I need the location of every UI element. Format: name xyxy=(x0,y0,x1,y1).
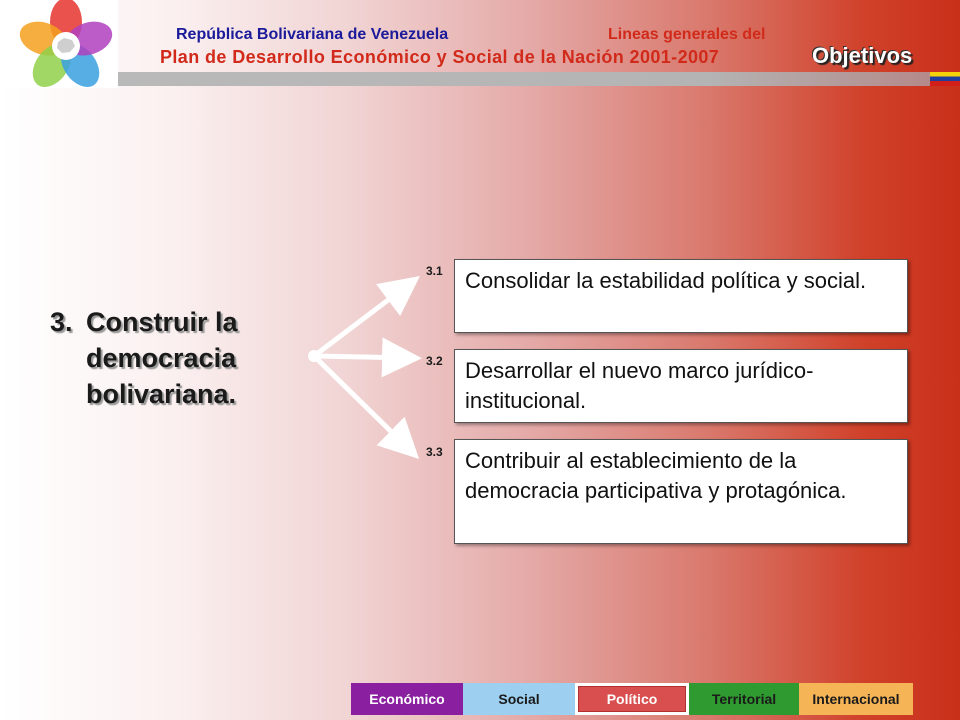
flag-stripe xyxy=(930,72,960,86)
nav-tab-politico[interactable] xyxy=(575,683,689,715)
branch-line-3-2 xyxy=(314,356,412,358)
nav-tab-label: Territorial xyxy=(711,691,777,707)
logo xyxy=(0,0,118,88)
section-nav xyxy=(351,683,913,715)
section-title: Objetivos xyxy=(812,43,913,68)
header-divider-bar xyxy=(118,72,960,86)
branch-line-3-3 xyxy=(314,356,412,452)
sub-objective-number: 3.3 xyxy=(426,445,443,459)
branch-origin-dot xyxy=(308,350,320,362)
nav-tab-label: Internacional xyxy=(812,691,900,707)
flower-logo-icon xyxy=(0,0,118,88)
sub-objective-text: Consolidar la estabilidad política y social. xyxy=(465,268,867,293)
sub-objective-box xyxy=(454,349,908,423)
nav-tab-social[interactable] xyxy=(463,683,575,715)
sub-objective-number: 3.2 xyxy=(426,354,443,368)
sub-objective-box xyxy=(454,259,908,333)
main-objective-text: Construir la democracia bolivariana. xyxy=(86,307,238,409)
nav-tab-internacional[interactable] xyxy=(799,683,913,715)
nav-tab-label: Económico xyxy=(369,691,445,707)
country-title: República Bolivariana de Venezuela xyxy=(176,26,449,43)
plan-title: Plan de Desarrollo Económico y Social de la Nación 2001-2007 xyxy=(160,47,720,67)
branch-line-3-1 xyxy=(314,282,412,356)
nav-tab-label: Político xyxy=(606,691,658,707)
sub-objective-text: Desarrollar el nuevo marco jurídico-institucional. xyxy=(465,358,814,413)
sub-objective-box xyxy=(454,439,908,544)
nav-tab-economico[interactable] xyxy=(351,683,463,715)
nav-tab-territorial[interactable] xyxy=(689,683,799,715)
nav-tab-label: Social xyxy=(498,691,540,707)
lineas-title: Lineas generales del xyxy=(608,26,766,43)
main-objective-number: 3. xyxy=(50,307,73,337)
sub-objective-text: Contribuir al establecimiento de la democracia participativa y protagónica. xyxy=(465,448,847,503)
sub-objective-number: 3.1 xyxy=(426,264,443,278)
